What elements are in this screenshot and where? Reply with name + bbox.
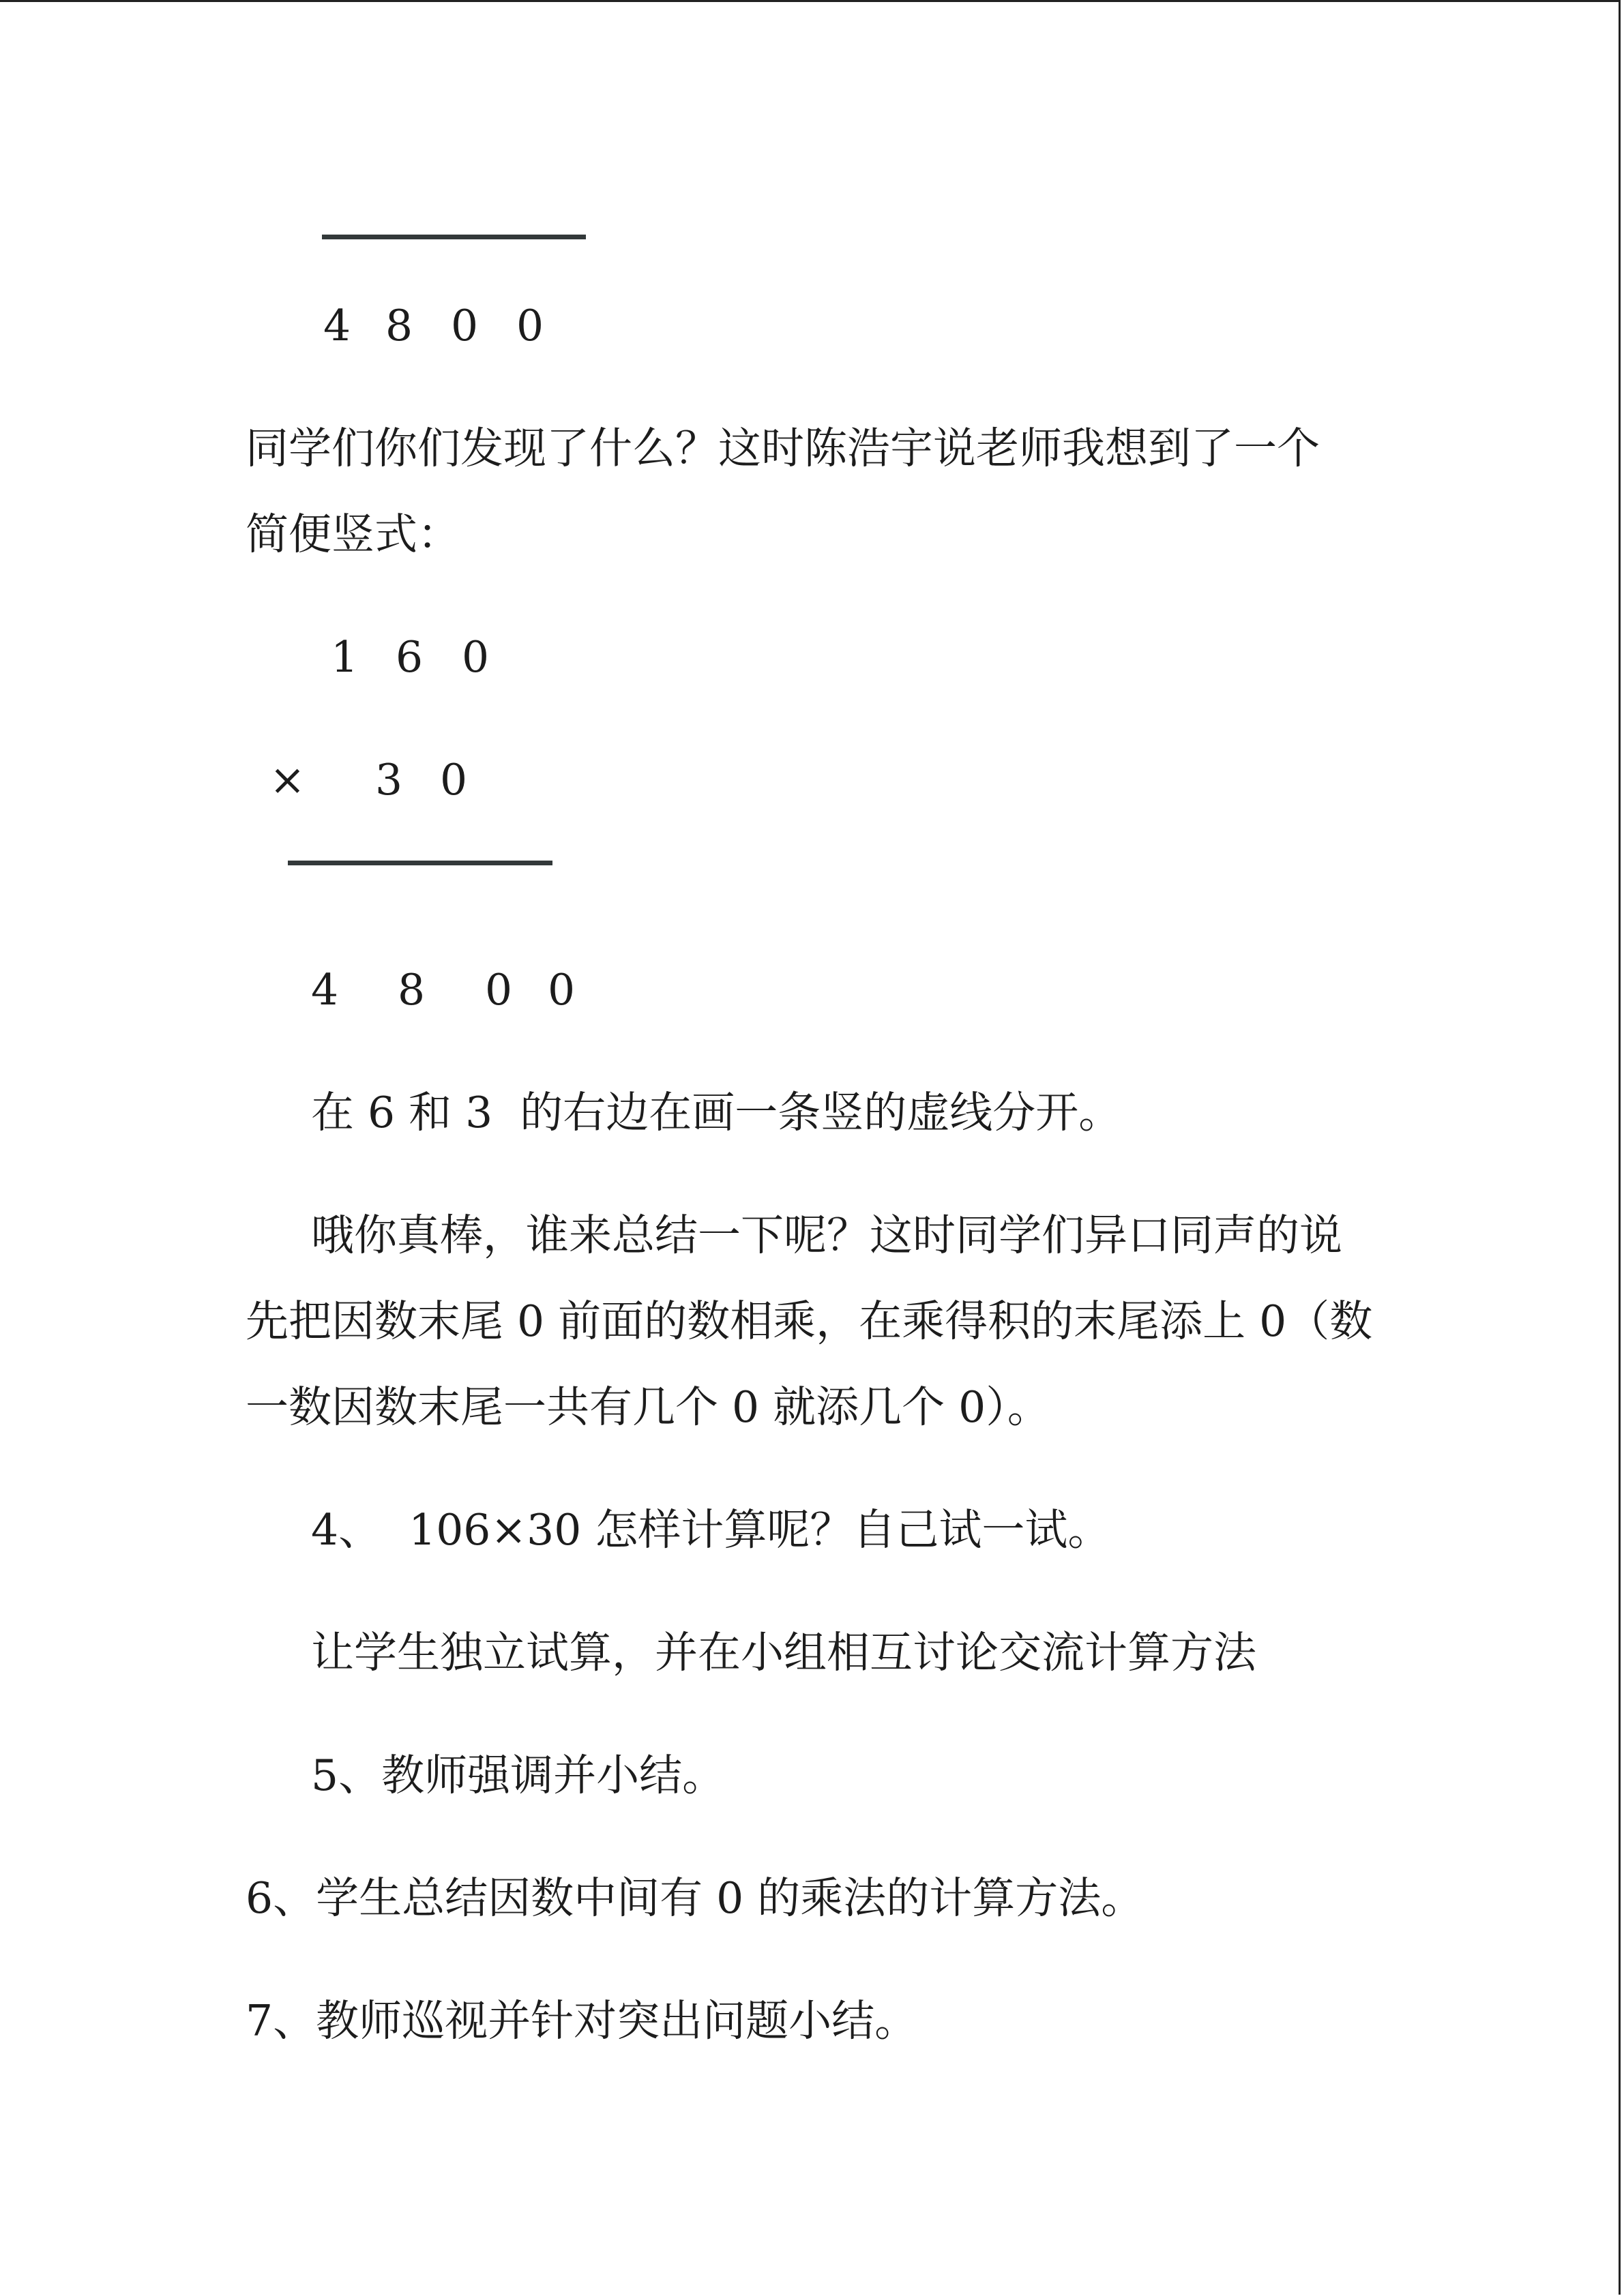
paragraph-summary-line2: 先把因数末尾 0 前面的数相乘，在乘得积的末尾添上 0（数 <box>246 1296 1373 1346</box>
step-4: 4、 106×30 怎样计算呢？自己试一试。 <box>311 1505 1111 1555</box>
calc-digit: 0 <box>440 755 468 805</box>
calc-digit: 3 <box>375 755 403 805</box>
calc-digit: 0 <box>485 965 513 1015</box>
step-4-note: 让学生独立试算，并在小组相互讨论交流计算方法 <box>311 1628 1256 1678</box>
calc-top-underline <box>322 235 586 239</box>
calc-digit: 4 <box>311 965 339 1015</box>
calc-digit: 4 <box>323 301 351 351</box>
times-sign: × <box>269 755 306 805</box>
calc-digit: 1 <box>331 632 359 682</box>
calc-simple-underline <box>288 861 552 865</box>
calc-digit: 0 <box>516 301 544 351</box>
step-6: 6、学生总结因数中间有 0 的乘法的计算方法。 <box>246 1873 1145 1923</box>
paragraph-discover-line1: 同学们你们发现了什么？这时陈浩宇说老师我想到了一个 <box>246 423 1320 473</box>
calc-digit: 0 <box>451 301 479 351</box>
paragraph-summary-line1: 哦你真棒，谁来总结一下呢？这时同学们异口同声的说 <box>311 1210 1342 1260</box>
step-5: 5、教师强调并小结。 <box>311 1750 726 1800</box>
calc-digit: 8 <box>398 965 426 1015</box>
calc-digit: 6 <box>396 632 424 682</box>
calc-digit: 0 <box>548 965 576 1015</box>
calc-digit: 8 <box>385 301 413 351</box>
step-7: 7、教师巡视并针对突出问题小结。 <box>246 1996 918 2046</box>
paragraph-dashline: 在 6 和 3 的右边在画一条竖的虚线分开。 <box>311 1088 1122 1137</box>
paragraph-discover-line2: 简便竖式： <box>246 509 460 559</box>
paragraph-summary-line3: 一数因数末尾一共有几个 0 就添几个 0）。 <box>246 1382 1050 1432</box>
calc-digit: 0 <box>462 632 490 682</box>
